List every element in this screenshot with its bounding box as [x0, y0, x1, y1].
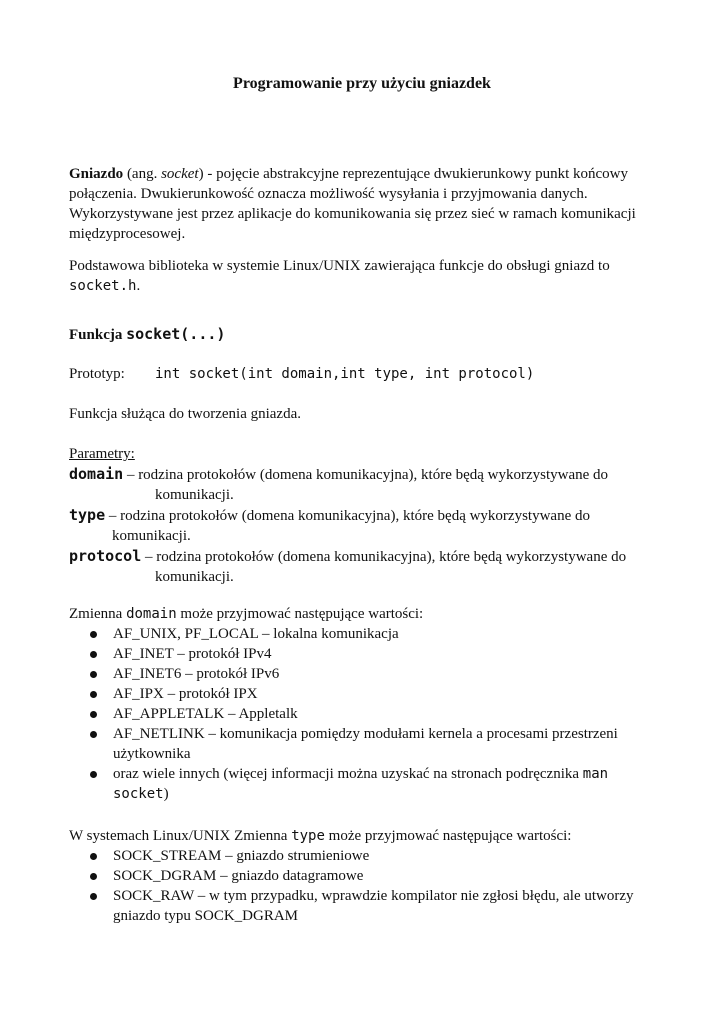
list-item: SOCK_STREAM – gniazdo strumieniowe [69, 846, 659, 866]
intro-ang-prefix: (ang. [123, 166, 162, 182]
intro-paragraph [69, 164, 659, 244]
type-values-var: type [291, 828, 325, 844]
domain-values-prefix: Zmienna [69, 606, 127, 622]
intro-term: Gniazdo [69, 166, 124, 182]
type-values-prefix: W systemach Linux/UNIX Zmienna [69, 828, 292, 844]
parameter-text: – rodzina protokołów (domena komunikacyjna), które będą wykorzystywane do [105, 508, 590, 524]
intro-ang-term: socket [161, 166, 199, 182]
parameter-continuation: komunikacji. [155, 569, 234, 585]
type-values-intro [69, 826, 659, 846]
list-item: AF_INET6 – protokół IPv6 [69, 664, 659, 684]
parameter-protocol [69, 546, 659, 567]
parameter-domain [69, 464, 659, 485]
function-heading [69, 324, 659, 345]
domain-values-suffix: może przyjmować następujące wartości: [176, 606, 424, 622]
domain-values-list [69, 624, 659, 804]
parameter-name: protocol [69, 547, 142, 565]
function-description: Funkcja służąca do tworzenia gniazda. [69, 406, 301, 422]
type-values-list [69, 846, 659, 926]
library-file: socket.h [69, 278, 137, 294]
list-item-text: oraz wiele innych (więcej informacji można uzyskać na stronach podręcznika [113, 766, 583, 782]
domain-values-var: domain [126, 606, 177, 622]
domain-values-section [69, 604, 659, 804]
prototype-label: Prototyp: [69, 366, 125, 382]
parameter-continuation: komunikacji. [155, 487, 234, 503]
document-title: Programowanie przy użyciu gniazdek [233, 75, 491, 92]
list-item-code: man socket [113, 766, 609, 802]
library-text: Podstawowa biblioteka w systemie Linux/UNIX zawierająca funkcje do obsługi gniazd to [69, 258, 610, 274]
intro-rest: ) - pojęcie abstrakcyjne reprezentujące dwukierunkowy punkt końcowy połączenia. Dwukierunkowość oznacza możliwość wysyłania i przyjmowania danych. Wykorzystywane jest przez aplikacje do komunikowania się przez sieć w ramach komunikacji międzyprocesowej. [69, 166, 636, 242]
library-end: . [136, 278, 141, 294]
parameters-section [69, 444, 659, 587]
domain-values-intro [69, 604, 659, 624]
list-item: AF_UNIX, PF_LOCAL – lokalna komunikacja [69, 624, 659, 644]
parameter-name: type [69, 506, 106, 524]
function-heading-label: Funkcja [69, 327, 127, 343]
parameter-type [69, 505, 659, 526]
parameter-name: domain [69, 465, 124, 483]
type-values-section [69, 826, 659, 926]
list-item [69, 764, 659, 804]
list-item-end: ) [163, 786, 169, 802]
type-values-suffix: może przyjmować następujące wartości: [324, 828, 572, 844]
prototype-code: int socket(int domain,int type, int protocol) [155, 366, 535, 382]
list-item: SOCK_RAW – w tym przypadku, wprawdzie kompilator nie zgłosi błędu, ale utworzy gniazdo typu SOCK_DGRAM [69, 886, 659, 926]
parameters-heading: Parametry: [69, 446, 135, 462]
parameter-continuation: komunikacji. [112, 528, 191, 544]
list-item: AF_IPX – protokół IPX [69, 684, 659, 704]
list-item: SOCK_DGRAM – gniazdo datagramowe [69, 866, 659, 886]
function-heading-name: socket(...) [126, 325, 226, 343]
library-paragraph [69, 256, 659, 296]
list-item: AF_INET – protokół IPv4 [69, 644, 659, 664]
parameter-text: – rodzina protokołów (domena komunikacyjna), które będą wykorzystywane do [123, 467, 609, 483]
prototype-line [69, 364, 659, 384]
list-item: AF_NETLINK – komunikacja pomiędzy modułami kernela a procesami przestrzeni użytkownika [69, 724, 659, 764]
parameter-text: – rodzina protokołów (domena komunikacyjna), które będą wykorzystywane do [141, 549, 627, 565]
list-item: AF_APPLETALK – Appletalk [69, 704, 659, 724]
